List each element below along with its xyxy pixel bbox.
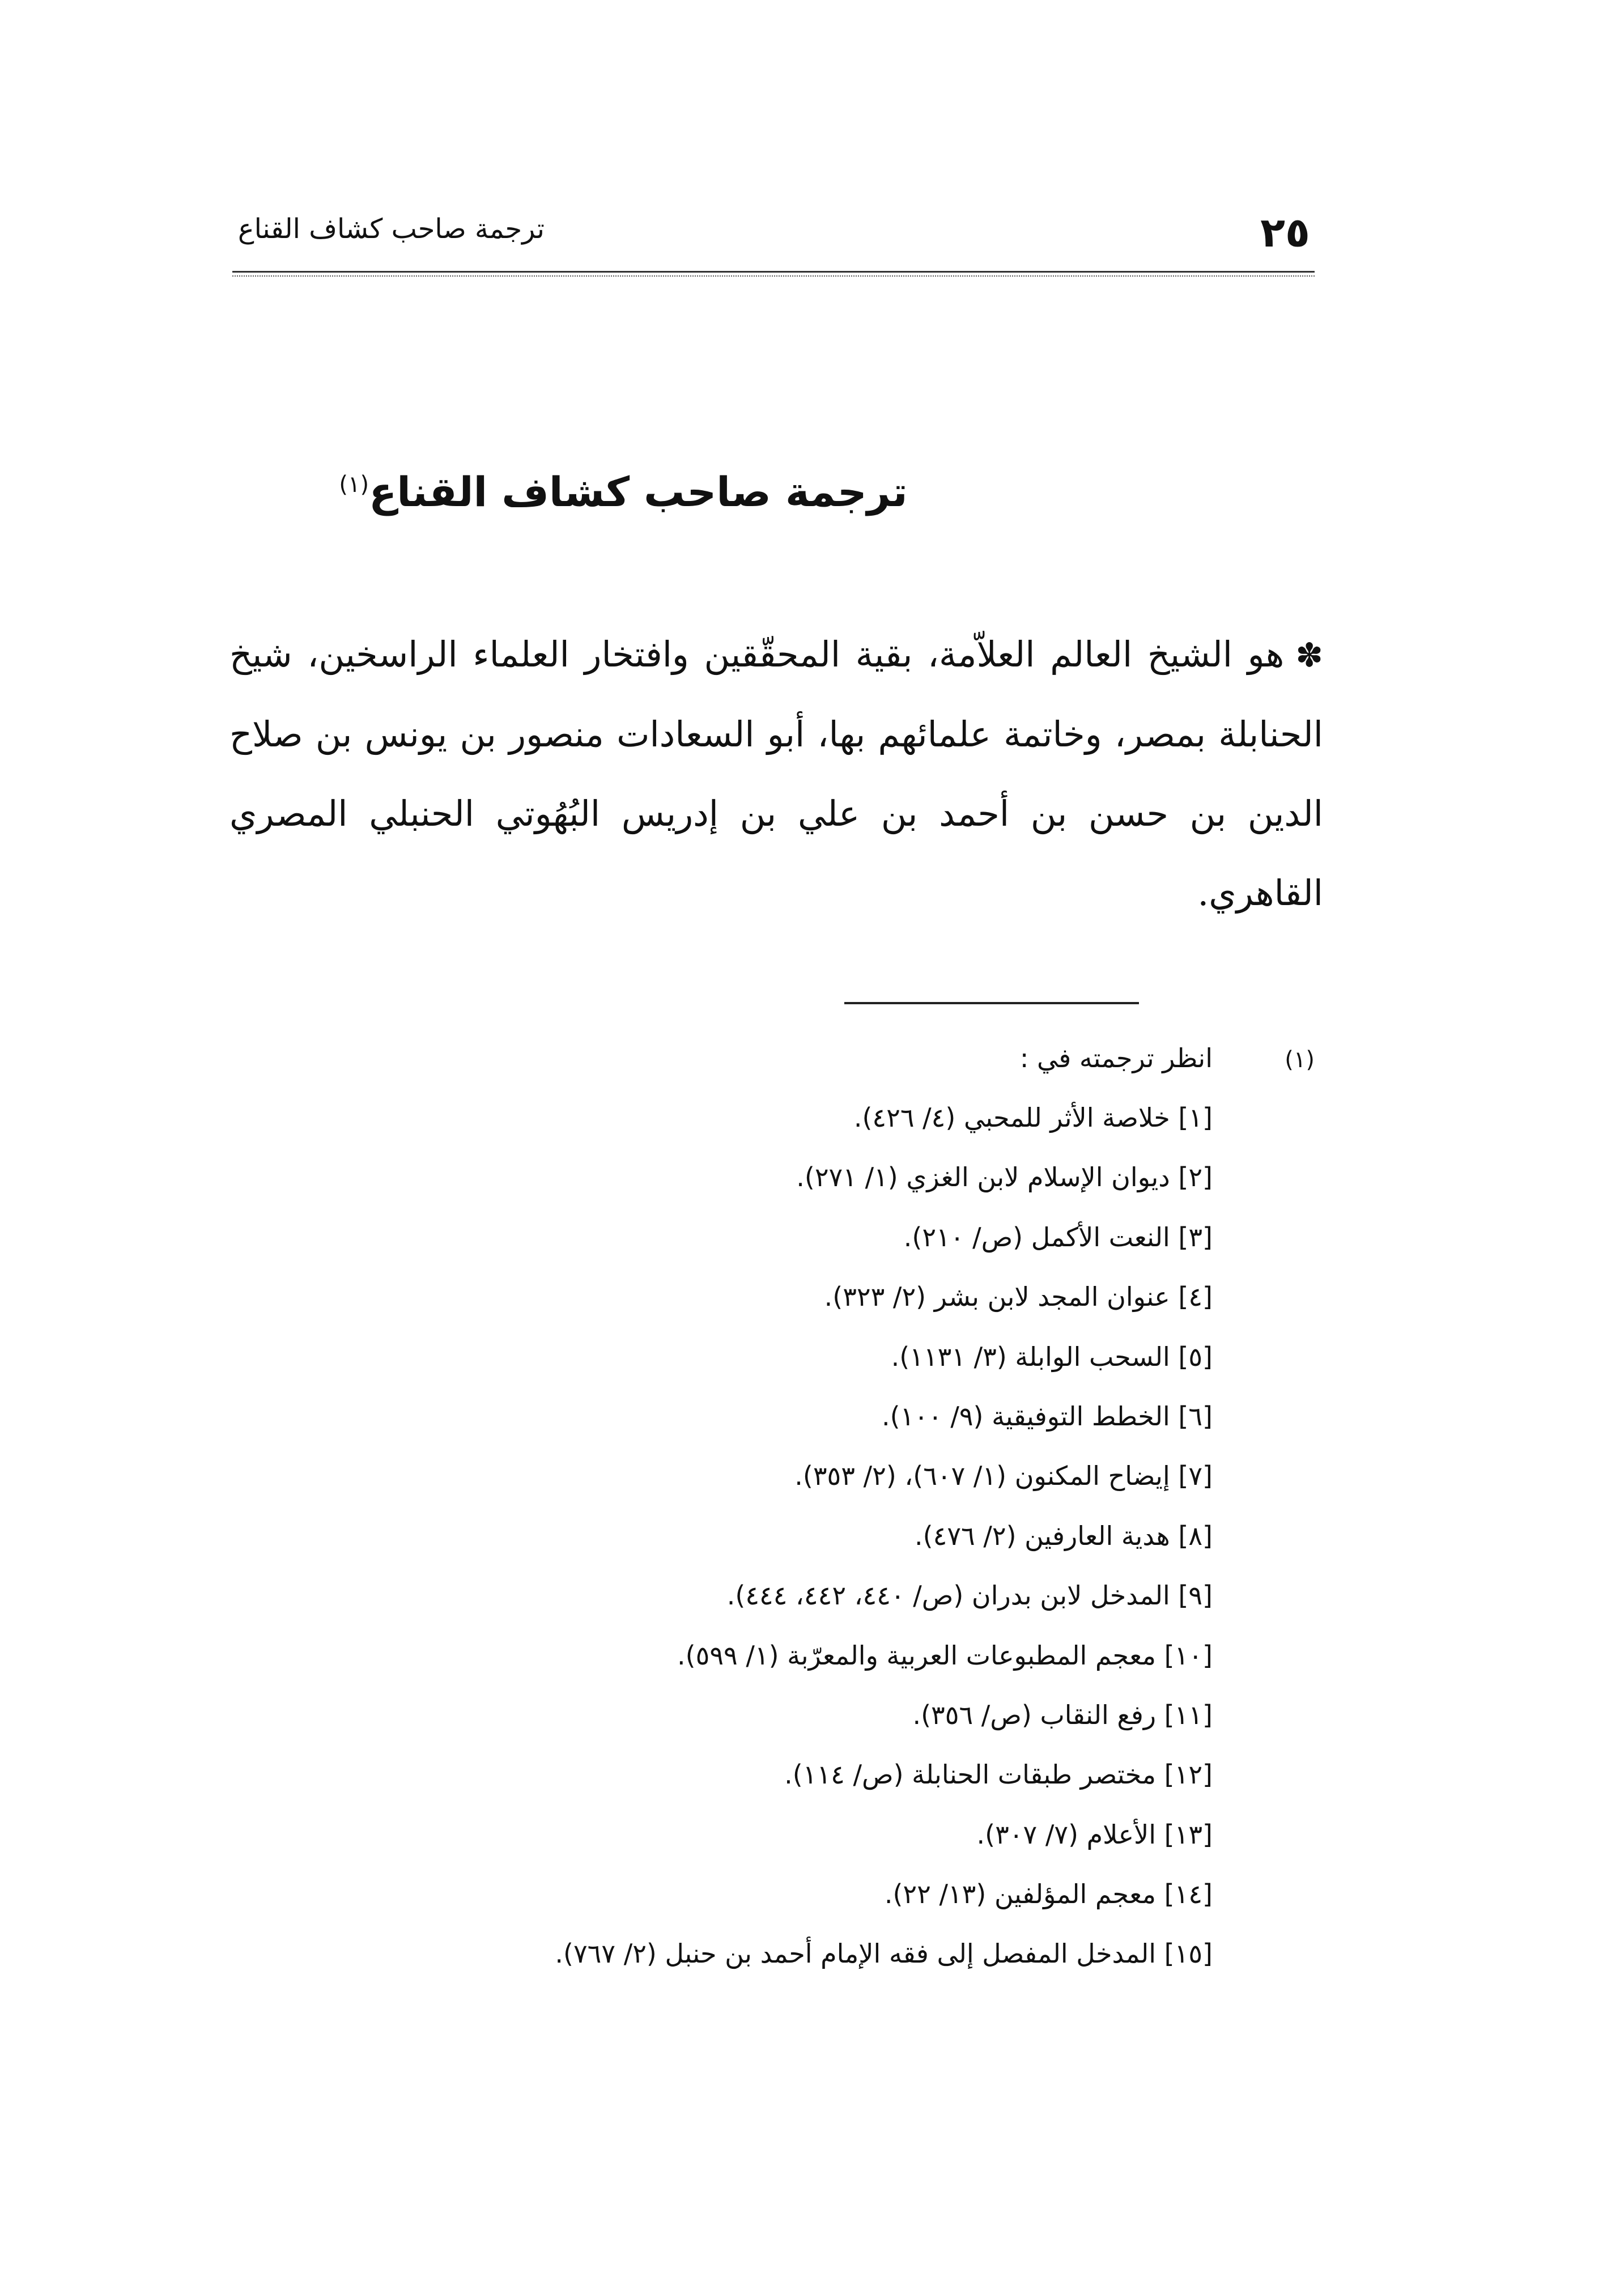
source-item: [٤] عنوان المجد لابن بشر (٢/ ٣٢٣). <box>824 1281 1213 1313</box>
source-list <box>340 1088 1315 1984</box>
source-item: [١١] رفع النقاب (ص/ ٣٥٦). <box>912 1699 1213 1730</box>
footnote-reference: (١) <box>339 472 369 498</box>
running-title: ترجمة صاحب كشاف القناع <box>238 213 545 245</box>
footnote-separator <box>844 1002 1139 1004</box>
footnote-number: (١) <box>1285 1047 1315 1073</box>
source-item: [٩] المدخل لابن بدران (ص/ ٤٤٠، ٤٤٢، ٤٤٤). <box>726 1580 1213 1611</box>
source-item: [٥] السحب الوابلة (٣/ ١١٣١). <box>891 1341 1213 1372</box>
running-header <box>232 210 1315 266</box>
section-heading <box>283 453 963 523</box>
header-rule <box>232 271 1315 277</box>
source-item: [٧] إيضاح المكنون (١/ ٦٠٧)، (٢/ ٣٥٣). <box>794 1460 1213 1492</box>
biography-paragraph <box>229 615 1323 933</box>
section-title: ترجمة صاحب كشاف القناع <box>369 468 908 516</box>
source-item: [١٥] المدخل المفصل إلى فقه الإمام أحمد بن حنبل (٢/ ٧٦٧). <box>555 1938 1213 1969</box>
footnote-intro-line <box>340 1029 1315 1088</box>
page-number: ٢٥ <box>1260 209 1310 256</box>
source-item: [٢] ديوان الإسلام لابن الغزي (١/ ٢٧١). <box>796 1162 1213 1193</box>
source-item: [٦] الخطط التوفيقية (٩/ ١٠٠). <box>882 1400 1213 1432</box>
source-item: [١٣] الأعلام (٧/ ٣٠٧). <box>976 1819 1213 1850</box>
source-item: [١٠] معجم المطبوعات العربية والمعرّبة (١/ ٥٩٩). <box>677 1640 1213 1671</box>
source-item: [١٤] معجم المؤلفين (١٣/ ٢٢). <box>884 1879 1213 1910</box>
source-item: [١] خلاصة الأثر للمحبي (٤/ ٤٢٦). <box>853 1102 1213 1133</box>
footnote-block <box>340 1029 1315 1984</box>
source-item: [٣] النعت الأكمل (ص/ ٢١٠). <box>903 1221 1213 1252</box>
source-item: [١٢] مختصر طبقات الحنابلة (ص/ ١١٤). <box>784 1759 1213 1790</box>
footnote-intro: انظر ترجمته في : <box>1019 1043 1213 1073</box>
paragraph-text: هو الشيخ العالم العلاّمة، بقية المحقّقين وافتخار العلماء الراسخين، شيخ الحنابلة بمصر، وخاتمة علمائهم بها، أبو السعادات منصور بن يونس بن صلاح الدين بن حسن بن أحمد بن علي بن إدريس البُهُوتي الحنبلي المصري القاهري. <box>229 634 1323 914</box>
bullet-star-icon: ✽ <box>1295 636 1323 674</box>
source-item: [٨] هدية العارفين (٢/ ٤٧٦). <box>915 1520 1213 1551</box>
